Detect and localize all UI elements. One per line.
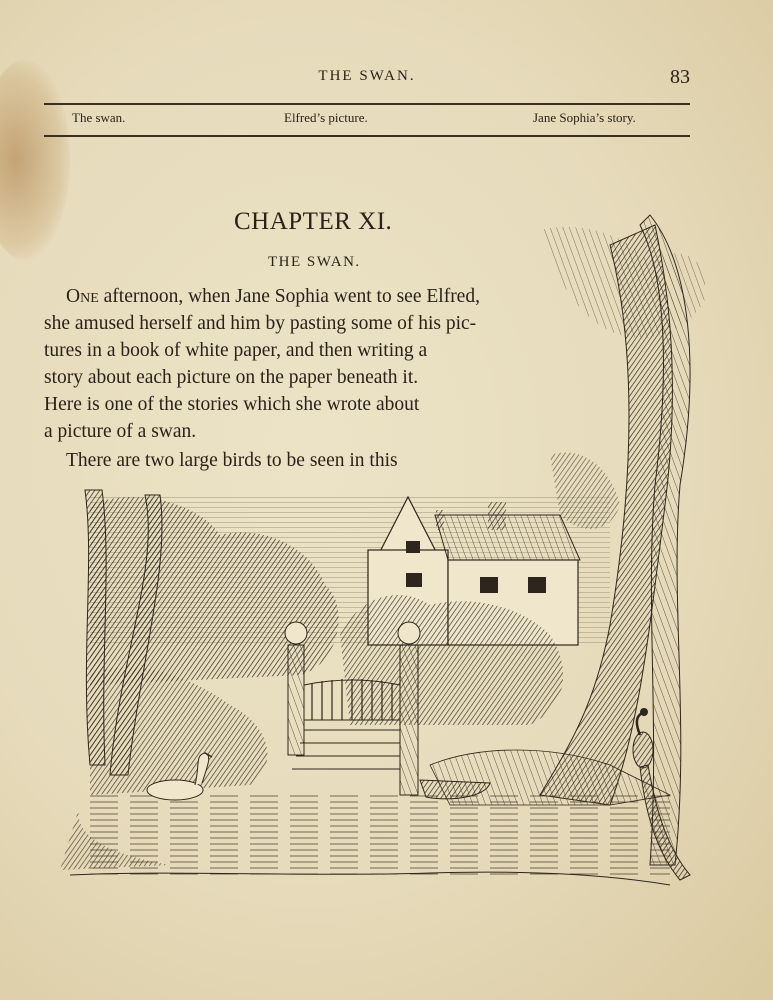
text-line: Here is one of the stories which she wrote about — [44, 394, 420, 415]
text-fragment: afternoon, when Jane Sophia went to see Elfred, — [98, 286, 480, 307]
text-line: she amused herself and him by pasting some of his pic- — [44, 313, 477, 334]
text-line: There are two large birds to be seen in this — [66, 450, 398, 471]
drop-word: One — [66, 286, 99, 307]
page-number: 83 — [670, 66, 690, 88]
chapter-heading: CHAPTER XI. — [234, 208, 393, 235]
header-rule-top — [44, 103, 690, 105]
topic-3: Jane Sophia’s story. — [533, 110, 636, 125]
text-line: tures in a book of white paper, and then writing a — [44, 340, 428, 361]
topic-1: The swan. — [72, 110, 126, 125]
text-line: story about each picture on the paper beneath it. — [44, 367, 419, 388]
engraving-illustration — [50, 205, 705, 905]
running-head-title: THE SWAN. — [318, 68, 416, 84]
text-line: a picture of a swan. — [44, 421, 197, 442]
header-rule-bottom — [44, 135, 690, 137]
chapter-subheading: THE SWAN. — [268, 254, 361, 270]
running-head — [44, 66, 690, 90]
topic-2: Elfred’s picture. — [284, 110, 368, 125]
